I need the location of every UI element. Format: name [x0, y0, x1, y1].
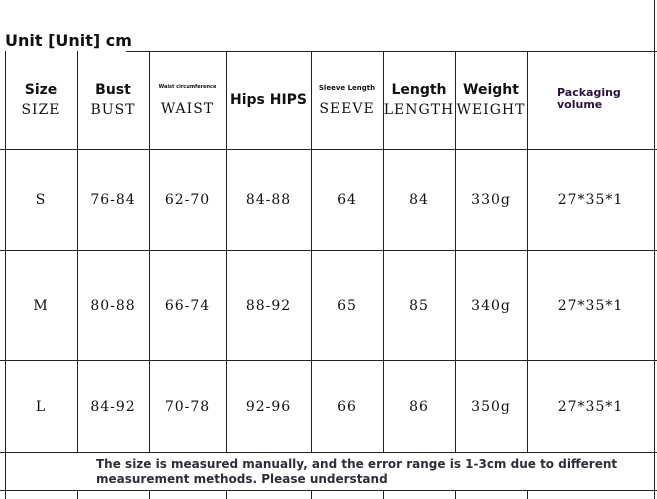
cell-waist [149, 150, 226, 250]
header-packaging [527, 52, 654, 149]
cell-length [383, 150, 455, 250]
header-bust-label: Bust [95, 82, 131, 98]
cell-size [5, 361, 77, 452]
header-size-code: SIZE [21, 102, 61, 118]
cell-length-value: 84 [409, 192, 429, 208]
cell-bust-value: 76-84 [90, 192, 136, 208]
cell-packaging-value: 27*35*1 [557, 297, 624, 314]
header-waist-label: Waist circumference [158, 83, 217, 90]
cell-length [383, 361, 455, 452]
cell-size-value: L [35, 398, 47, 415]
cell-weight-value: 350g [471, 398, 511, 415]
cell-sleeve [311, 361, 383, 452]
header-bust-code: BUST [90, 102, 136, 118]
header-waist-code: WAIST [160, 100, 215, 117]
header-sleeve-code: SEEVE [319, 100, 375, 117]
cell-size [5, 150, 77, 250]
cell-packaging [527, 361, 654, 452]
cell-sleeve-value: 64 [337, 192, 357, 208]
cell-packaging-value: 27*35*1 [557, 398, 624, 415]
header-size [5, 52, 77, 149]
cell-hips [226, 251, 311, 360]
header-size-label: Size [24, 82, 58, 98]
cell-waist-value: 62-70 [164, 192, 211, 208]
header-bust [77, 52, 149, 149]
cell-sleeve [311, 150, 383, 250]
cell-packaging [527, 251, 654, 360]
cell-weight [455, 251, 527, 360]
header-packaging-label: Packaging volume [557, 85, 621, 111]
header-length [383, 52, 455, 149]
cell-length-value: 86 [409, 398, 429, 415]
cell-size [5, 251, 77, 360]
header-weight-code: WEIGHT [456, 102, 526, 118]
cell-waist-value: 66-74 [164, 297, 211, 314]
cell-packaging-value: 27*35*1 [557, 192, 624, 208]
header-length-label: Length [391, 82, 447, 98]
cell-hips-value: 92-96 [245, 398, 292, 415]
cell-sleeve [311, 251, 383, 360]
cell-packaging [527, 150, 654, 250]
cell-size-value: M [33, 297, 49, 314]
cell-waist [149, 361, 226, 452]
cell-sleeve-value: 66 [337, 398, 357, 415]
header-waist [149, 52, 226, 149]
header-hips-label: Hips HIPS [229, 91, 307, 108]
cell-length [383, 251, 455, 360]
cell-bust-value: 80-88 [90, 297, 136, 314]
header-weight-label: Weight [463, 82, 519, 98]
header-hips [226, 52, 311, 149]
cell-hips-value: 88-92 [245, 297, 292, 314]
cell-weight-value: 340g [471, 297, 511, 314]
unit-title: Unit [Unit] cm [5, 31, 132, 50]
cell-bust-value: 84-92 [90, 398, 136, 415]
cell-bust [77, 251, 149, 360]
cell-waist [149, 251, 226, 360]
cell-weight [455, 361, 527, 452]
cell-size-value: S [35, 192, 47, 208]
cell-sleeve-value: 65 [337, 297, 357, 314]
header-sleeve [311, 52, 383, 149]
cell-bust [77, 361, 149, 452]
cell-weight [455, 150, 527, 250]
header-weight [455, 52, 527, 149]
cell-hips-value: 84-88 [245, 192, 292, 208]
cell-hips [226, 150, 311, 250]
cell-waist-value: 70-78 [164, 398, 211, 415]
cell-hips [226, 361, 311, 452]
measurement-note: The size is measured manually, and the error range is 1-3cm due to different measurement methods. Please understand [96, 457, 618, 486]
cell-length-value: 85 [409, 297, 429, 314]
cell-bust [77, 150, 149, 250]
header-sleeve-label: Sleeve Length [318, 83, 376, 92]
cell-weight-value: 330g [471, 192, 511, 208]
header-length-code: LENGTH [383, 102, 455, 118]
